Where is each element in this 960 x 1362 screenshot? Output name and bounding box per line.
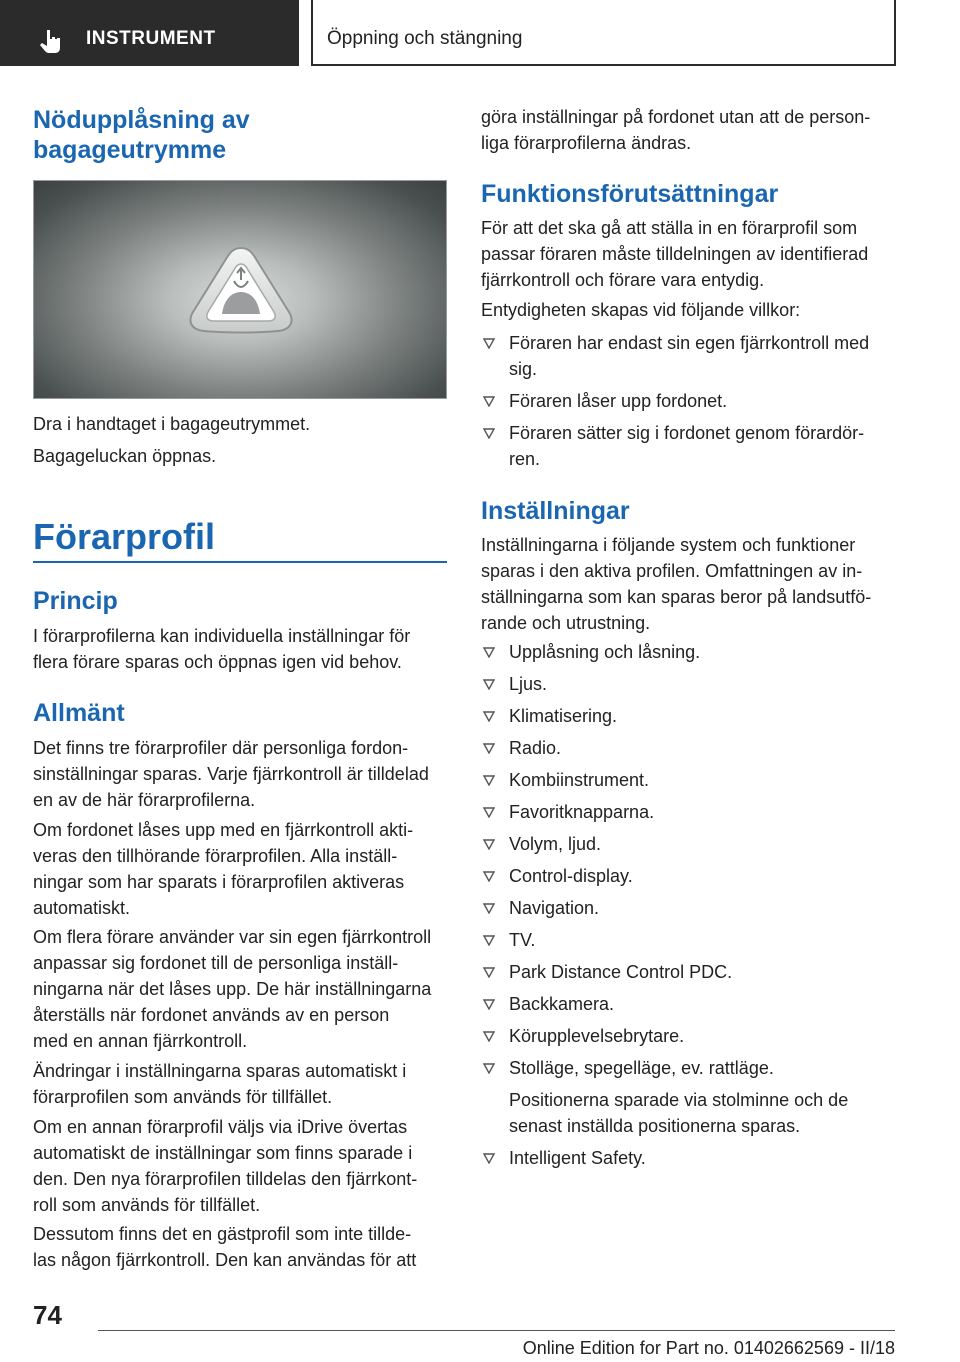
triangle-bullet-icon	[483, 647, 495, 658]
heading-principle: Princip	[33, 587, 118, 615]
paragraph-general-2: Om fordonet låses upp med en fjärrkontroll akti- veras den tillhörande förarprofilen. Alla inställ- ningar som har sparats i förarprofilen aktiveras automatiskt.	[33, 820, 414, 918]
heading-settings: Inställningar	[481, 497, 630, 525]
list-item: Stolläge, spegelläge, ev. rattläge. Positionerna sparade via stolminne och de senast inställda positionerna sparas.	[481, 1055, 895, 1139]
conditions-list	[481, 330, 895, 472]
list-item: Control-display.	[481, 863, 895, 889]
trunk-handle-figure	[33, 180, 447, 399]
settings-note: Positionerna sparade via stolminne och de senast inställda positionerna sparas.	[509, 1090, 849, 1136]
list-item: Kombiinstrument.	[481, 767, 895, 793]
triangle-bullet-icon	[483, 1153, 495, 1164]
section-label: INSTRUMENT	[86, 28, 216, 49]
paragraph-pull-handle: Dra i handtaget i bagageutrymmet.	[33, 414, 311, 434]
list-item: Favoritknapparna.	[481, 799, 895, 825]
heading-driver-profile: Förarprofil	[33, 516, 216, 557]
triangle-bullet-icon	[483, 711, 495, 722]
triangle-bullet-icon	[483, 396, 495, 407]
paragraph-general-3: Om flera förare använder var sin egen fjärrkontroll anpassar sig fordonet till de personliga inställ- ningarna när det låses upp. De här inställningarna återställs när fordonet används av en person med en annan fjärrkontroll.	[33, 927, 432, 1051]
list-item: Backkamera.	[481, 991, 895, 1017]
paragraph-conditions: Entydigheten skapas vid följande villkor:	[481, 300, 801, 320]
list-item: Körupplevelsebrytare.	[481, 1023, 895, 1049]
chapter-label: Öppning och stängning	[327, 28, 523, 49]
section-divider	[33, 561, 447, 563]
list-item: Föraren låser upp fordonet.	[481, 388, 895, 414]
paragraph-general-4: Ändringar i inställningarna sparas automatiskt i förarprofilen som används för tillfället.	[33, 1061, 407, 1107]
list-item: Föraren sätter sig i fordonet genom förardör- ren.	[481, 420, 895, 472]
list-item: Föraren har endast sin egen fjärrkontroll med sig.	[481, 330, 895, 382]
list-item: Navigation.	[481, 895, 895, 921]
list-item: Radio.	[481, 735, 895, 761]
trunk-release-handle-icon	[34, 181, 448, 400]
triangle-bullet-icon	[483, 903, 495, 914]
list-item: Park Distance Control PDC.	[481, 959, 895, 985]
triangle-bullet-icon	[483, 428, 495, 439]
list-item: Klimatisering.	[481, 703, 895, 729]
triangle-bullet-icon	[483, 999, 495, 1010]
paragraph-general-5: Om en annan förarprofil väljs via iDrive övertas automatiskt de inställningar som finns sparade i den. Den nya förarprofilen tilldelas den fjärrkont- roll som används för tillfället.	[33, 1117, 418, 1215]
triangle-bullet-icon	[483, 743, 495, 754]
triangle-bullet-icon	[483, 1063, 495, 1074]
triangle-bullet-icon	[483, 1031, 495, 1042]
triangle-bullet-icon	[483, 679, 495, 690]
triangle-bullet-icon	[483, 935, 495, 946]
triangle-bullet-icon	[483, 338, 495, 349]
paragraph-continued: göra inställningar på fordonet utan att de person- liga förarprofilerna ändras.	[481, 107, 871, 153]
list-item: Ljus.	[481, 671, 895, 697]
paragraph-settings: Inställningarna i följande system och funktioner sparas i den aktiva profilen. Omfattningen av in- ställningarna som kan sparas beror på landsutfö- rande och utrustning.	[481, 535, 872, 633]
header-chapter-tab	[311, 0, 896, 66]
paragraph-general-1: Det finns tre förarprofiler där personliga fordon- sinställningar sparas. Varje fjärrkontroll är tilldelad en av de här förarprofilerna.	[33, 738, 429, 810]
hand-pointer-icon	[38, 28, 64, 54]
triangle-bullet-icon	[483, 839, 495, 850]
paragraph-prerequisites: För att det ska gå att ställa in en förarprofil som passar föraren måste tilldelningen av identifierad fjärrkontroll och förare vara entydig.	[481, 218, 869, 290]
page-number: 74	[33, 1300, 62, 1330]
list-item: Volym, ljud.	[481, 831, 895, 857]
list-item: Intelligent Safety.	[481, 1145, 895, 1171]
footer-edition: Online Edition for Part no. 01402662569 - II/18	[522, 1338, 895, 1358]
footer-divider	[98, 1330, 895, 1331]
heading-emergency-unlock: Nödupplåsning av bagageutrymme	[33, 106, 250, 164]
paragraph-general-6: Dessutom finns det en gästprofil som inte tillde- las någon fjärrkontroll. Den kan användas för att	[33, 1224, 417, 1270]
triangle-bullet-icon	[483, 871, 495, 882]
settings-list	[481, 639, 895, 1171]
heading-prerequisites: Funktionsförutsättningar	[481, 180, 779, 208]
triangle-bullet-icon	[483, 967, 495, 978]
triangle-bullet-icon	[483, 807, 495, 818]
list-item: Upplåsning och låsning.	[481, 639, 895, 665]
triangle-bullet-icon	[483, 775, 495, 786]
header-section-tab	[0, 0, 299, 66]
paragraph-trunk-opens: Bagageluckan öppnas.	[33, 446, 217, 466]
list-item: TV.	[481, 927, 895, 953]
paragraph-principle: I förarprofilerna kan individuella inställningar för flera förare sparas och öppnas igen vid behov.	[33, 626, 411, 672]
heading-general: Allmänt	[33, 699, 125, 727]
